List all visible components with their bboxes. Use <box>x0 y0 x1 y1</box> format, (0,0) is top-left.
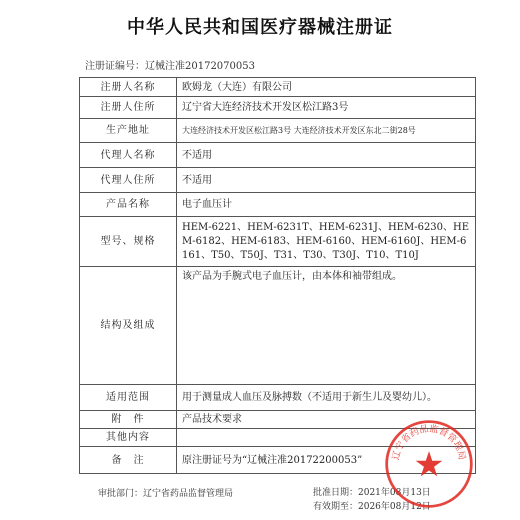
value-structure: 该产品为手腕式电子血压计，由本体和袖带组成。 <box>177 267 476 385</box>
row-agent-name <box>80 143 476 168</box>
registration-number-value: 辽械注准20172070053 <box>145 61 255 72</box>
value-agent-address: 不适用 <box>177 168 476 193</box>
label-production-address: 生产地址 <box>80 119 177 143</box>
registration-number <box>85 57 255 72</box>
row-product-name <box>80 193 476 217</box>
official-seal-icon <box>383 418 475 510</box>
value-production-address: 大连经济技术开发区松江路3号 大连经济技术开发区东北二街28号 <box>177 119 476 143</box>
row-production-address <box>80 119 476 143</box>
value-registrant-address: 辽宁省大连经济技术开发区松江路3号 <box>177 97 476 119</box>
approving-department: 审批部门：辽宁省药品监督管理局 <box>98 489 234 499</box>
row-registrant-name <box>80 78 476 97</box>
value-registrant-name: 欧姆龙（大连）有限公司 <box>177 78 476 97</box>
approval-date: 批准日期：2021年08月13日 <box>313 488 431 498</box>
value-attachment: 产品技术要求 <box>177 411 476 429</box>
seal-star-icon <box>416 451 443 476</box>
value-scope: 用于测量成人血压及脉搏数（不适用于新生儿及婴幼儿）。 <box>177 385 476 411</box>
row-registrant-address <box>80 97 476 119</box>
label-product-name: 产品名称 <box>80 193 177 217</box>
row-structure <box>80 267 476 385</box>
value-model: HEM-6221、HEM-6231T、HEM-6231J、HEM-6230、HEM-6182、HEM-6183、HEM-6160、HEM-6160J、HEM-6161、T50、T50J、T31、T30、T30J、T10、T10J <box>177 217 476 267</box>
label-attachment: 附 件 <box>80 411 177 429</box>
row-scope <box>80 385 476 411</box>
value-agent-name: 不适用 <box>177 143 476 168</box>
label-agent-address: 代理人住所 <box>80 168 177 193</box>
label-scope: 适用范围 <box>80 385 177 411</box>
label-structure: 结构及组成 <box>80 267 177 385</box>
value-product-name: 电子血压计 <box>177 193 476 217</box>
label-remark: 备 注 <box>80 447 177 474</box>
label-other: 其他内容 <box>80 429 177 447</box>
label-model: 型号、规格 <box>80 217 177 267</box>
registration-form-table <box>79 77 476 474</box>
registration-number-label: 注册证编号： <box>85 61 145 72</box>
label-registrant-name: 注册人名称 <box>80 78 177 97</box>
row-agent-address <box>80 168 476 193</box>
label-agent-name: 代理人名称 <box>80 143 177 168</box>
value-remark: 原注册证号为“辽械注准20172200053” <box>177 447 476 474</box>
certificate-title: 中华人民共和国医疗器械注册证 <box>127 17 393 38</box>
label-registrant-address: 注册人住所 <box>80 97 177 119</box>
seal-text: 辽宁省药品监督管理局 <box>390 423 468 462</box>
row-model <box>80 217 476 267</box>
valid-until-date: 有效期至：2026年08月12日 <box>313 502 431 512</box>
